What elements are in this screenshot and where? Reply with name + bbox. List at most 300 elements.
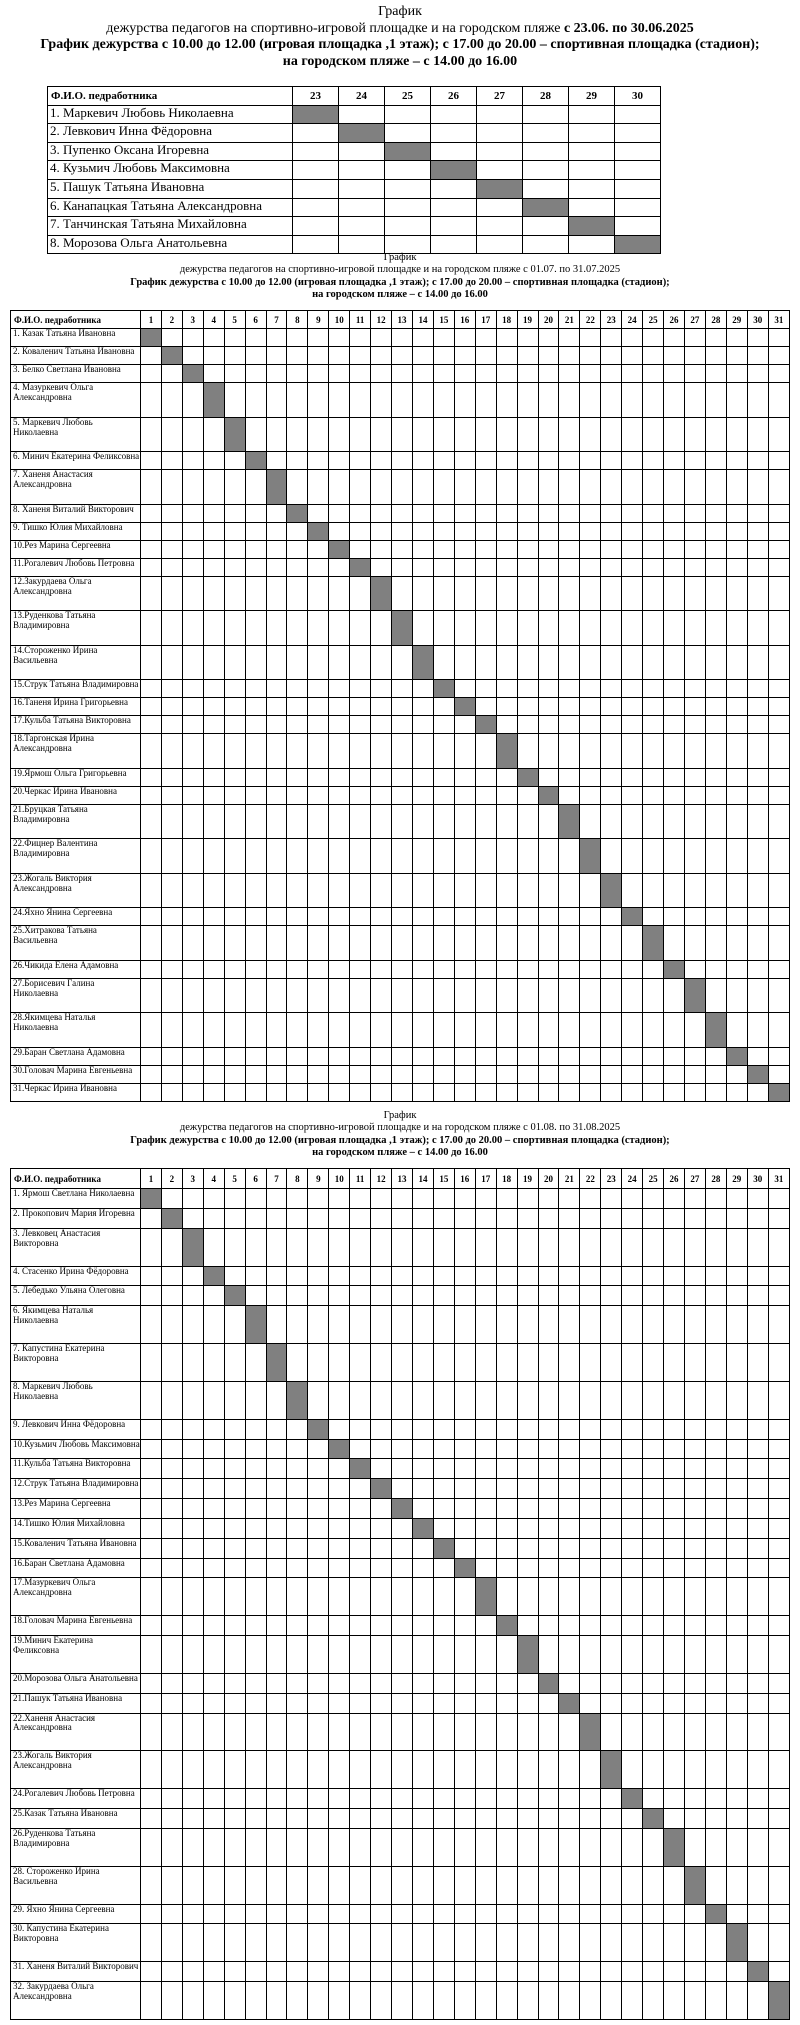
empty-cell [329, 873, 350, 907]
day-header: 19 [517, 1169, 538, 1189]
empty-cell [580, 1636, 601, 1674]
empty-cell [538, 540, 559, 558]
empty-cell [705, 540, 726, 558]
empty-cell [433, 1228, 454, 1266]
empty-cell [350, 1636, 371, 1674]
empty-cell [622, 1419, 643, 1439]
empty-cell [182, 1499, 203, 1519]
empty-cell [161, 960, 182, 978]
empty-cell [412, 1751, 433, 1789]
empty-cell [392, 1065, 413, 1083]
duty-cell [580, 1713, 601, 1751]
empty-cell [433, 1439, 454, 1459]
empty-cell [747, 1083, 768, 1101]
empty-cell [287, 365, 308, 383]
empty-cell [266, 504, 287, 522]
empty-cell [350, 1828, 371, 1866]
empty-cell [245, 1693, 266, 1713]
day-header: 17 [475, 311, 496, 329]
empty-cell [664, 1047, 685, 1065]
empty-cell [559, 1578, 580, 1616]
empty-cell [141, 1866, 162, 1904]
teacher-name: 19.Минич Екатерина Феликсовна [11, 1636, 141, 1674]
empty-cell [224, 768, 245, 786]
empty-cell [580, 680, 601, 698]
empty-cell [329, 1636, 350, 1674]
empty-cell [569, 142, 615, 161]
empty-cell [705, 1558, 726, 1578]
empty-cell [643, 1459, 664, 1479]
empty-cell [266, 1578, 287, 1616]
empty-cell [350, 1306, 371, 1344]
empty-cell [747, 908, 768, 926]
empty-cell [622, 347, 643, 365]
empty-cell [329, 1616, 350, 1636]
empty-cell [705, 1381, 726, 1419]
empty-cell [161, 1982, 182, 2020]
empty-cell [559, 1499, 580, 1519]
empty-cell [768, 1924, 789, 1962]
empty-cell [245, 1459, 266, 1479]
empty-cell [350, 452, 371, 470]
empty-cell [580, 1344, 601, 1382]
empty-cell [538, 1065, 559, 1083]
empty-cell [224, 1616, 245, 1636]
empty-cell [517, 1266, 538, 1286]
empty-cell [643, 960, 664, 978]
empty-cell [245, 768, 266, 786]
empty-cell [622, 329, 643, 347]
empty-cell [141, 1713, 162, 1751]
empty-cell [433, 347, 454, 365]
empty-cell [433, 786, 454, 804]
empty-cell [308, 1924, 329, 1962]
empty-cell [329, 1047, 350, 1065]
empty-cell [517, 1344, 538, 1382]
empty-cell [350, 768, 371, 786]
empty-cell [684, 804, 705, 838]
empty-cell [538, 873, 559, 907]
day-header: 20 [538, 311, 559, 329]
empty-cell [517, 1558, 538, 1578]
empty-cell [433, 1286, 454, 1306]
empty-cell [433, 417, 454, 451]
empty-cell [433, 1189, 454, 1209]
empty-cell [433, 1381, 454, 1419]
empty-cell [308, 734, 329, 768]
empty-cell [392, 1751, 413, 1789]
empty-cell [287, 1189, 308, 1209]
empty-cell [224, 1208, 245, 1228]
duty-cell [747, 1065, 768, 1083]
teacher-name: 11.Рогалевич Любовь Петровна [11, 558, 141, 576]
empty-cell [454, 1809, 475, 1829]
empty-cell [329, 804, 350, 838]
empty-cell [329, 1381, 350, 1419]
empty-cell [622, 1616, 643, 1636]
empty-cell [517, 522, 538, 540]
empty-cell [622, 1558, 643, 1578]
table-row [11, 1518, 790, 1538]
duty-cell [203, 383, 224, 417]
empty-cell [392, 1558, 413, 1578]
empty-cell [161, 1809, 182, 1829]
empty-cell [523, 179, 569, 198]
empty-cell [371, 1616, 392, 1636]
empty-cell [329, 1751, 350, 1789]
day-header: 16 [454, 1169, 475, 1189]
teacher-name: 12.Струк Татьяна Владимировна [11, 1479, 141, 1499]
empty-cell [664, 1083, 685, 1101]
empty-cell [266, 1381, 287, 1419]
empty-cell [496, 1013, 517, 1047]
empty-cell [350, 347, 371, 365]
empty-cell [475, 698, 496, 716]
empty-cell [475, 522, 496, 540]
empty-cell [141, 1047, 162, 1065]
empty-cell [496, 1924, 517, 1962]
empty-cell [622, 960, 643, 978]
empty-cell [392, 1047, 413, 1065]
duty-cell [684, 1866, 705, 1904]
empty-cell [747, 804, 768, 838]
empty-cell [329, 383, 350, 417]
empty-cell [182, 417, 203, 451]
empty-cell [161, 1228, 182, 1266]
empty-cell [392, 978, 413, 1012]
day-header: 4 [203, 1169, 224, 1189]
empty-cell [329, 470, 350, 504]
empty-cell [454, 786, 475, 804]
empty-cell [684, 1713, 705, 1751]
empty-cell [329, 1228, 350, 1266]
empty-cell [768, 1789, 789, 1809]
empty-cell [517, 1286, 538, 1306]
empty-cell [287, 329, 308, 347]
empty-cell [475, 576, 496, 610]
empty-cell [475, 1636, 496, 1674]
empty-cell [726, 1344, 747, 1382]
empty-cell [433, 1962, 454, 1982]
empty-cell [308, 1904, 329, 1924]
empty-cell [664, 978, 685, 1012]
empty-cell [224, 734, 245, 768]
empty-cell [329, 522, 350, 540]
empty-cell [684, 1789, 705, 1809]
empty-cell [245, 1518, 266, 1538]
empty-cell [392, 786, 413, 804]
empty-cell [392, 1673, 413, 1693]
empty-cell [643, 470, 664, 504]
teacher-name: 29. Яхно Янина Сергеевна [11, 1904, 141, 1924]
empty-cell [392, 908, 413, 926]
duty-cell [266, 470, 287, 504]
empty-cell [182, 1693, 203, 1713]
empty-cell [329, 1344, 350, 1382]
duty-cell [601, 873, 622, 907]
empty-cell [580, 611, 601, 645]
empty-cell [350, 1982, 371, 2020]
empty-cell [496, 383, 517, 417]
empty-cell [705, 1189, 726, 1209]
empty-cell [224, 1459, 245, 1479]
empty-cell [538, 698, 559, 716]
table-row [11, 1578, 790, 1616]
empty-cell [517, 1616, 538, 1636]
empty-cell [245, 786, 266, 804]
table-row [11, 1924, 790, 1962]
empty-cell [329, 645, 350, 679]
empty-cell [224, 680, 245, 698]
empty-cell [768, 926, 789, 960]
empty-cell [412, 1809, 433, 1829]
empty-cell [433, 1419, 454, 1439]
empty-cell [245, 1208, 266, 1228]
empty-cell [329, 1828, 350, 1866]
empty-cell [747, 347, 768, 365]
empty-cell [580, 698, 601, 716]
empty-cell [517, 1538, 538, 1558]
empty-cell [287, 1673, 308, 1693]
empty-cell [203, 1479, 224, 1499]
empty-cell [601, 417, 622, 451]
empty-cell [245, 716, 266, 734]
empty-cell [559, 452, 580, 470]
teacher-name: 31. Ханеня Виталий Викторович [11, 1962, 141, 1982]
empty-cell [433, 873, 454, 907]
empty-cell [433, 734, 454, 768]
name-column-header: Ф.И.О. педработника [11, 1169, 141, 1189]
empty-cell [182, 576, 203, 610]
empty-cell [266, 1065, 287, 1083]
empty-cell [308, 839, 329, 873]
duty-cell [601, 1751, 622, 1789]
empty-cell [622, 716, 643, 734]
empty-cell [287, 1789, 308, 1809]
empty-cell [643, 1866, 664, 1904]
empty-cell [350, 1693, 371, 1713]
empty-cell [496, 768, 517, 786]
empty-cell [580, 540, 601, 558]
empty-cell [182, 1083, 203, 1101]
empty-cell [705, 1538, 726, 1558]
empty-cell [203, 873, 224, 907]
day-header: 13 [392, 1169, 413, 1189]
empty-cell [538, 1789, 559, 1809]
empty-cell [496, 1538, 517, 1558]
empty-cell [580, 452, 601, 470]
empty-cell [580, 1673, 601, 1693]
empty-cell [475, 1616, 496, 1636]
empty-cell [392, 1616, 413, 1636]
empty-cell [412, 839, 433, 873]
empty-cell [203, 329, 224, 347]
empty-cell [705, 1828, 726, 1866]
empty-cell [182, 1479, 203, 1499]
empty-cell [747, 1866, 768, 1904]
empty-cell [392, 768, 413, 786]
teacher-name: 10.Кузьмич Любовь Максимовна [11, 1439, 141, 1459]
empty-cell [622, 926, 643, 960]
empty-cell [245, 1013, 266, 1047]
empty-cell [287, 558, 308, 576]
duty-cell [385, 142, 431, 161]
empty-cell [559, 1809, 580, 1829]
empty-cell [643, 908, 664, 926]
empty-cell [538, 1636, 559, 1674]
empty-cell [308, 365, 329, 383]
empty-cell [768, 540, 789, 558]
empty-cell [308, 470, 329, 504]
empty-cell [287, 1419, 308, 1439]
empty-cell [684, 768, 705, 786]
empty-cell [601, 786, 622, 804]
empty-cell [559, 1065, 580, 1083]
empty-cell [329, 978, 350, 1012]
empty-cell [496, 1982, 517, 2020]
empty-cell [643, 645, 664, 679]
empty-cell [266, 1208, 287, 1228]
empty-cell [601, 452, 622, 470]
empty-cell [496, 540, 517, 558]
empty-cell [475, 839, 496, 873]
empty-cell [203, 1828, 224, 1866]
empty-cell [559, 1439, 580, 1459]
empty-cell [245, 645, 266, 679]
empty-cell [643, 1266, 664, 1286]
empty-cell [161, 1962, 182, 1982]
empty-cell [371, 1809, 392, 1829]
empty-cell [559, 1982, 580, 2020]
teacher-name: 17.Кульба Татьяна Викторовна [11, 716, 141, 734]
empty-cell [161, 1673, 182, 1693]
empty-cell [622, 1459, 643, 1479]
duty-cell [538, 1673, 559, 1693]
empty-cell [433, 1866, 454, 1904]
empty-cell [433, 1047, 454, 1065]
empty-cell [433, 504, 454, 522]
empty-cell [538, 1266, 559, 1286]
duty-cell [475, 716, 496, 734]
empty-cell [329, 839, 350, 873]
empty-cell [622, 558, 643, 576]
empty-cell [287, 1616, 308, 1636]
empty-cell [245, 347, 266, 365]
empty-cell [224, 1962, 245, 1982]
empty-cell [287, 347, 308, 365]
empty-cell [475, 1982, 496, 2020]
empty-cell [412, 1558, 433, 1578]
empty-cell [392, 1228, 413, 1266]
day-header: 22 [580, 1169, 601, 1189]
empty-cell [329, 1266, 350, 1286]
empty-cell [601, 978, 622, 1012]
empty-cell [726, 576, 747, 610]
empty-cell [287, 645, 308, 679]
empty-cell [454, 960, 475, 978]
empty-cell [161, 1189, 182, 1209]
empty-cell [412, 1459, 433, 1479]
empty-cell [245, 1419, 266, 1439]
july-header [0, 252, 800, 302]
empty-cell [664, 1518, 685, 1538]
table-row [11, 1306, 790, 1344]
empty-cell [266, 1538, 287, 1558]
empty-cell [580, 1459, 601, 1479]
empty-cell [350, 1479, 371, 1499]
empty-cell [643, 1228, 664, 1266]
empty-cell [705, 1809, 726, 1829]
day-header: 21 [559, 311, 580, 329]
empty-cell [664, 768, 685, 786]
empty-cell [684, 908, 705, 926]
empty-cell [371, 1228, 392, 1266]
empty-cell [329, 680, 350, 698]
empty-cell [161, 873, 182, 907]
empty-cell [517, 1924, 538, 1962]
empty-cell [664, 576, 685, 610]
empty-cell [350, 1616, 371, 1636]
empty-cell [454, 1266, 475, 1286]
empty-cell [308, 1828, 329, 1866]
empty-cell [517, 1713, 538, 1751]
empty-cell [287, 1208, 308, 1228]
empty-cell [203, 1558, 224, 1578]
empty-cell [161, 1866, 182, 1904]
empty-cell [203, 978, 224, 1012]
empty-cell [433, 1924, 454, 1962]
empty-cell [475, 347, 496, 365]
empty-cell [203, 1228, 224, 1266]
empty-cell [308, 1982, 329, 2020]
empty-cell [496, 839, 517, 873]
empty-cell [643, 1499, 664, 1519]
empty-cell [433, 1459, 454, 1479]
empty-cell [580, 768, 601, 786]
empty-cell [768, 1866, 789, 1904]
empty-cell [371, 347, 392, 365]
empty-cell [559, 698, 580, 716]
empty-cell [538, 645, 559, 679]
teacher-name: 31.Черкас Ирина Ивановна [11, 1083, 141, 1101]
empty-cell [287, 768, 308, 786]
empty-cell [392, 1713, 413, 1751]
teacher-name: 28. Стороженко Ирина Васильевна [11, 1866, 141, 1904]
empty-cell [726, 839, 747, 873]
empty-cell [705, 1693, 726, 1713]
empty-cell [747, 1499, 768, 1519]
teacher-name: 10.Рез Марина Сергеевна [11, 540, 141, 558]
day-header: 5 [224, 311, 245, 329]
empty-cell [747, 1518, 768, 1538]
day-header: 29 [726, 1169, 747, 1189]
duty-cell [559, 804, 580, 838]
empty-cell [266, 1459, 287, 1479]
empty-cell [643, 452, 664, 470]
day-header: 15 [433, 1169, 454, 1189]
empty-cell [161, 1306, 182, 1344]
empty-cell [559, 1904, 580, 1924]
empty-cell [287, 1982, 308, 2020]
empty-cell [392, 926, 413, 960]
empty-cell [580, 1381, 601, 1419]
duty-cell [517, 1636, 538, 1674]
table-row [11, 558, 790, 576]
empty-cell [684, 347, 705, 365]
empty-cell [392, 365, 413, 383]
table-row [11, 1189, 790, 1209]
empty-cell [350, 1866, 371, 1904]
